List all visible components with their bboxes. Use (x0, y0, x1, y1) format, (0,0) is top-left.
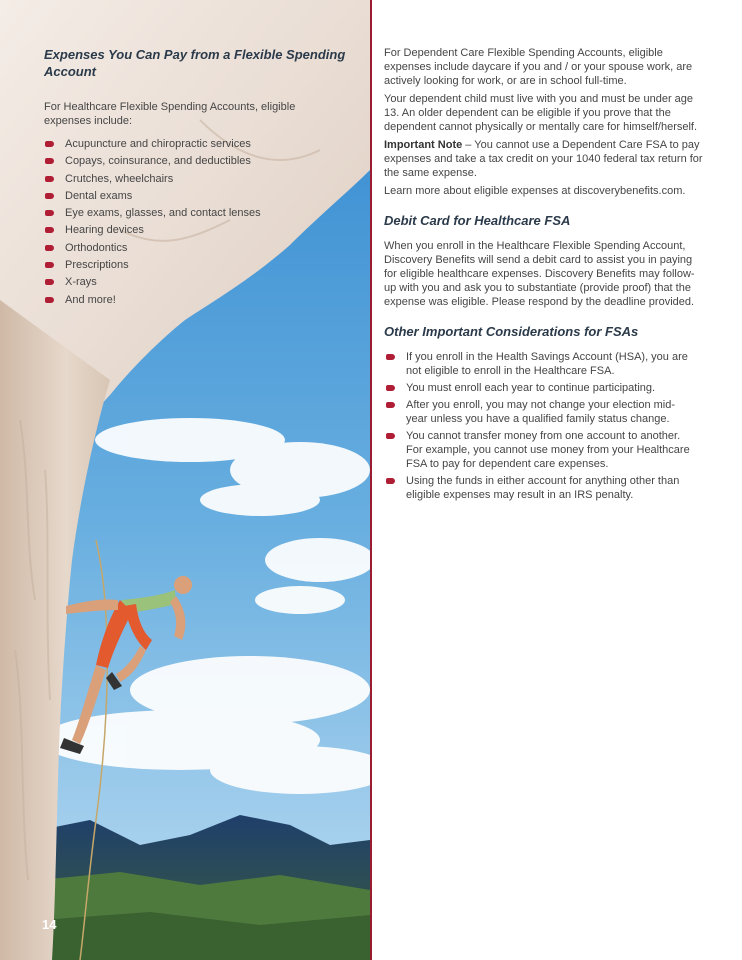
bullet-icon (45, 297, 54, 303)
bullet-icon (386, 354, 395, 360)
list-item: You must enroll each year to continue participating. (384, 381, 696, 395)
bullet-icon (45, 141, 54, 147)
list-item: Using the funds in either account for anything other than eligible expenses may result in an IRS penalty. (384, 474, 696, 502)
learn-more-text: Learn more about eligible expenses at discoverybenefits.com. (384, 185, 686, 197)
considerations-list (384, 350, 706, 502)
bullet-icon (45, 158, 54, 164)
list-item: Acupuncture and chiropractic services (44, 136, 354, 153)
expenses-intro: For Healthcare Flexible Spending Accounts, eligible expenses include: (44, 101, 296, 127)
dependent-age-paragraph: Your dependent child must live with you and must be under age 13. An older dependent can be eligible if you prove that the dependent cannot physically or mentally care for himself/herself. (384, 93, 698, 133)
bullet-icon (45, 210, 54, 216)
debit-card-paragraph: When you enroll in the Healthcare Flexible Spending Account, Discovery Benefits will send a debit card to assist you in paying for eligible healthcare expenses. Discovery Benefits may follow-up with you and ask you to substantiate (provide proof) that the expense was eligible. Please respond by the deadline provided. (384, 240, 695, 308)
bullet-icon (386, 385, 395, 391)
page-number: 14 (42, 917, 57, 932)
expense-list (44, 136, 354, 309)
list-item: And more! (44, 292, 354, 309)
list-item: Orthodontics (44, 240, 354, 257)
important-note-text: – You cannot use a Dependent Care FSA to pay expenses and take a tax credit on your 1040 federal tax return for the same expense. (384, 139, 703, 179)
bullet-icon (45, 176, 54, 182)
list-item: X-rays (44, 274, 354, 291)
bullet-icon (45, 245, 54, 251)
list-item: You cannot transfer money from one account to another. For example, you cannot use money from your Healthcare FSA to pay for dependent care expenses. (384, 429, 696, 471)
list-item: Dental exams (44, 188, 354, 205)
bullet-icon (45, 193, 54, 199)
important-note (384, 138, 706, 180)
bullet-icon (45, 227, 54, 233)
bullet-icon (386, 402, 395, 408)
list-item: Hearing devices (44, 222, 354, 239)
section-heading-other-considerations: Other Important Considerations for FSAs (384, 324, 639, 339)
list-item: Eye exams, glasses, and contact lenses (44, 205, 354, 222)
bullet-icon (45, 279, 54, 285)
dependent-care-paragraph: For Dependent Care Flexible Spending Accounts, eligible expenses include daycare if you and / or your spouse work, are actively looking for work, or are in school full-time. (384, 47, 693, 87)
bullet-icon (45, 262, 54, 268)
list-item: If you enroll in the Health Savings Account (HSA), you are not eligible to enroll in the Healthcare FSA. (384, 350, 696, 378)
list-item: After you enroll, you may not change your election mid-year unless you have a qualified family status change. (384, 398, 696, 426)
bullet-icon (386, 433, 395, 439)
bullet-icon (386, 478, 395, 484)
column-divider (370, 0, 372, 960)
list-item: Crutches, wheelchairs (44, 171, 354, 188)
fsa-details-section (384, 46, 706, 505)
section-heading-debit-card: Debit Card for Healthcare FSA (384, 213, 571, 228)
list-item: Prescriptions (44, 257, 354, 274)
list-item: Copays, coinsurance, and deductibles (44, 153, 354, 170)
section-heading-expenses: Expenses You Can Pay from a Flexible Spending Account (44, 47, 346, 79)
eligible-expenses-section (44, 46, 354, 309)
important-note-label: Important Note (384, 139, 463, 151)
